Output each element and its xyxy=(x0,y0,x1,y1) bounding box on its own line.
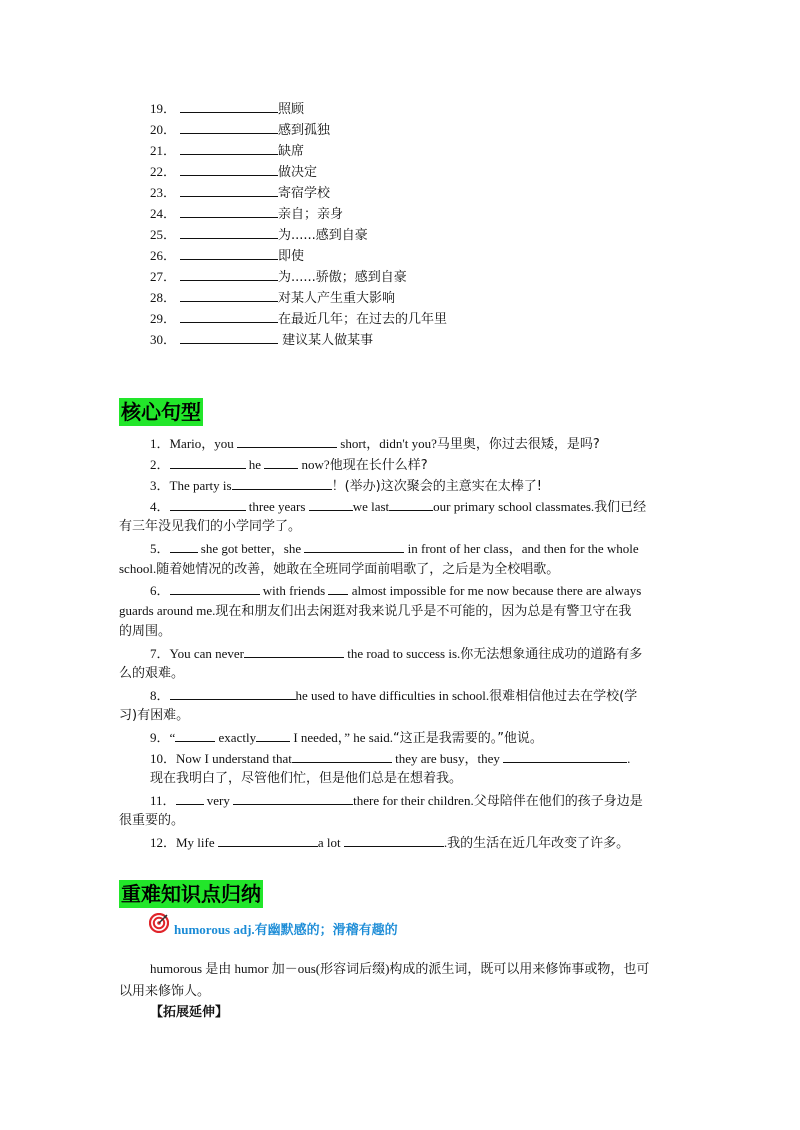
sentence-6-continued-2: 的周围。 xyxy=(119,624,172,639)
sentence-4-continued: 有三年没见我们的小学同学了。 xyxy=(119,519,302,534)
s6-blank-2[interactable] xyxy=(328,580,348,595)
s4-blank-2[interactable] xyxy=(309,496,353,511)
vocab-answer-blank[interactable] xyxy=(180,266,278,281)
s9-text-b: exactly xyxy=(215,730,257,745)
sentence-12 xyxy=(150,832,629,854)
s9-text-a: 9．“ xyxy=(150,730,176,745)
vocab-meaning: 为......感到自豪 xyxy=(278,228,368,243)
target-icon xyxy=(149,913,169,933)
sentence-1 xyxy=(150,433,600,455)
vocab-meaning: 即使 xyxy=(278,249,305,264)
s1-text-b: short，didn't you? xyxy=(337,436,437,451)
s8-text-b: he used to have difficulties in school. xyxy=(295,688,490,703)
vocab-meaning: 照顾 xyxy=(278,102,305,117)
s5-text-a: 5． xyxy=(150,541,170,556)
vocab-item xyxy=(150,203,343,225)
s5-blank-2[interactable] xyxy=(304,538,404,553)
vocab-number: 24． xyxy=(150,206,177,221)
s4-blank-3[interactable] xyxy=(389,496,433,511)
s12-text-a: 12．My life xyxy=(150,835,218,850)
s3-blank[interactable] xyxy=(232,475,332,490)
vocab-answer-blank[interactable] xyxy=(180,245,278,260)
s3-translation: ！(举办)这次聚会的主意实在太棒了! xyxy=(331,479,542,494)
sentence-10 xyxy=(150,748,630,769)
vocab-number: 27． xyxy=(150,269,177,284)
section-heading-core-sentences: 核心句型 xyxy=(121,400,201,424)
sentence-6-continued: guards around me.现在和朋友们出去闲逛对我来说几乎是不可能的，因为总是有警卫守在我 xyxy=(119,603,632,618)
vocab-answer-blank[interactable] xyxy=(180,98,278,113)
s7-text-b: the road to success is. xyxy=(344,646,461,661)
vocab-meaning: 感到孤独 xyxy=(278,123,331,138)
s2-text-a: 2． xyxy=(150,457,170,472)
vocab-meaning: 对某人产生重大影响 xyxy=(278,291,396,306)
s9-blank-2[interactable] xyxy=(256,727,290,742)
s4-blank-1[interactable] xyxy=(170,496,246,511)
vocab-item xyxy=(150,245,304,267)
s9-text-c: I needed，” he said. xyxy=(290,730,393,745)
vocab-meaning: 亲自；亲身 xyxy=(278,207,344,222)
vocab-meaning: 在最近几年；在过去的几年里 xyxy=(278,312,448,327)
s7-blank[interactable] xyxy=(244,643,344,658)
s12-text-b: a lot xyxy=(317,835,344,850)
s10-text-c: . xyxy=(627,751,631,766)
s6-text-c: almost impossible for me now because there are always xyxy=(348,583,642,598)
vocab-meaning: 做决定 xyxy=(278,165,318,180)
vocab-answer-blank[interactable] xyxy=(180,140,278,155)
s11-text-c: there for their children. xyxy=(353,793,474,808)
s11-blank-1[interactable] xyxy=(176,790,204,805)
extension-label: 【拓展延伸】 xyxy=(150,1005,229,1020)
sentence-4 xyxy=(150,496,646,518)
s4-translation-a: 我们已经 xyxy=(594,500,647,515)
sentence-7-continued: 么的艰难。 xyxy=(119,666,185,681)
s12-text-c: . xyxy=(443,835,448,850)
vocab-item xyxy=(150,287,395,309)
vocab-item xyxy=(150,329,373,351)
vocab-number: 29． xyxy=(150,311,177,326)
sentence-8 xyxy=(150,685,637,707)
vocab-item xyxy=(150,98,304,120)
vocab-number: 26． xyxy=(150,248,177,263)
vocab-answer-blank[interactable] xyxy=(180,329,278,344)
s5-blank-1[interactable] xyxy=(170,538,198,553)
s10-text-b: they are busy，they xyxy=(391,751,504,766)
s6-blank-1[interactable] xyxy=(170,580,260,595)
s12-blank-2[interactable] xyxy=(344,832,444,847)
vocab-number: 30． xyxy=(150,332,177,347)
vocab-item xyxy=(150,182,330,204)
s10-blank-2[interactable] xyxy=(503,748,627,763)
vocab-meaning: 缺席 xyxy=(278,144,305,159)
s9-blank-1[interactable] xyxy=(175,727,215,742)
s3-text-a: 3．The party is xyxy=(150,478,232,493)
keypoint-paragraph-line-2: 以用来修饰人。 xyxy=(119,983,211,998)
vocab-answer-blank[interactable] xyxy=(180,182,278,197)
keypoint-paragraph-line-1: humorous 是由 humor 加－ous(形容词后缀)构成的派生词，既可以用来修饰事或物，也可 xyxy=(150,961,650,976)
s1-translation: 马里奥，你过去很矮，是吗? xyxy=(436,437,600,452)
vocab-number: 25． xyxy=(150,227,177,242)
vocab-item xyxy=(150,140,304,162)
s6-text-a: 6． xyxy=(150,583,170,598)
vocab-item xyxy=(150,308,447,330)
vocab-number: 21． xyxy=(150,143,177,158)
s2-blank-2[interactable] xyxy=(264,454,298,469)
sentence-5 xyxy=(150,538,639,559)
sentence-3 xyxy=(150,475,542,497)
s6-text-b: with friends xyxy=(259,583,329,598)
vocab-answer-blank[interactable] xyxy=(180,308,278,323)
s8-text-a: 8． xyxy=(150,688,170,703)
vocab-item xyxy=(150,224,368,246)
s11-text-a: 11． xyxy=(150,793,176,808)
s4-text-d: our primary school classmates. xyxy=(433,499,595,514)
sentence-5-continued: school.随着她情况的改善，她敢在全班同学面前唱歌了，之后是为全校唱歌。 xyxy=(119,561,560,576)
vocab-number: 23． xyxy=(150,185,177,200)
vocab-answer-blank[interactable] xyxy=(180,119,278,134)
vocab-number: 20． xyxy=(150,122,177,137)
s11-blank-2[interactable] xyxy=(233,790,353,805)
s2-blank-1[interactable] xyxy=(170,454,246,469)
vocab-meaning: 建议某人做某事 xyxy=(278,333,374,348)
s5-text-c: in front of her class，and then for the whole xyxy=(404,541,639,556)
s10-text-a: 10．Now I understand that xyxy=(150,751,292,766)
vocab-meaning: 寄宿学校 xyxy=(278,186,331,201)
vocab-answer-blank[interactable] xyxy=(180,224,278,239)
sentence-11-continued: 很重要的。 xyxy=(119,813,185,828)
sentence-6 xyxy=(150,580,641,601)
vocab-item xyxy=(150,266,407,288)
vocab-answer-blank[interactable] xyxy=(180,287,278,302)
s11-text-b: very xyxy=(203,793,234,808)
vocab-meaning: 为......骄傲；感到自豪 xyxy=(278,270,407,285)
s10-blank-1[interactable] xyxy=(292,748,392,763)
s8-blank[interactable] xyxy=(170,685,296,700)
keypoint-title: humorous adj.有幽默感的；滑稽有趣的 xyxy=(174,922,398,937)
vocab-number: 22． xyxy=(150,164,177,179)
sentence-11 xyxy=(150,790,643,812)
sentence-8-continued: 习)有困难。 xyxy=(119,708,190,723)
s1-blank[interactable] xyxy=(237,433,337,448)
s4-text-c: we last xyxy=(352,499,390,514)
sentence-9 xyxy=(150,727,543,749)
s2-text-c: now? xyxy=(298,457,330,472)
s12-blank-1[interactable] xyxy=(218,832,318,847)
vocab-answer-blank[interactable] xyxy=(180,203,278,218)
sentence-10-translation: 现在我明白了，尽管他们忙，但是他们总是在想着我。 xyxy=(150,771,463,786)
s9-translation: “这正是我需要的。”他说。 xyxy=(392,731,543,746)
s5-text-b: she got better，she xyxy=(197,541,305,556)
vocab-number: 19． xyxy=(150,101,177,116)
s7-text-a: 7．You can never xyxy=(150,646,244,661)
s4-text-a: 4． xyxy=(150,499,170,514)
section-heading-key-points: 重难知识点归纳 xyxy=(121,882,261,906)
vocab-item xyxy=(150,161,317,183)
vocab-item xyxy=(150,119,330,141)
s2-translation: 他现在长什么样? xyxy=(329,458,428,473)
vocab-answer-blank[interactable] xyxy=(180,161,278,176)
s8-translation-a: 很难相信他过去在学校(学 xyxy=(489,689,638,704)
s4-text-b: three years xyxy=(245,499,309,514)
s12-translation: 我的生活在近几年改变了许多。 xyxy=(447,836,630,851)
s1-text-a: 1．Mario，you xyxy=(150,436,238,451)
sentence-2 xyxy=(150,454,428,476)
vocab-number: 28． xyxy=(150,290,177,305)
s2-text-b: he xyxy=(245,457,265,472)
s7-translation-a: 你无法想象通往成功的道路有多 xyxy=(460,647,643,662)
sentence-7 xyxy=(150,643,642,665)
s11-translation-a: 父母陪伴在他们的孩子身边是 xyxy=(473,794,643,809)
